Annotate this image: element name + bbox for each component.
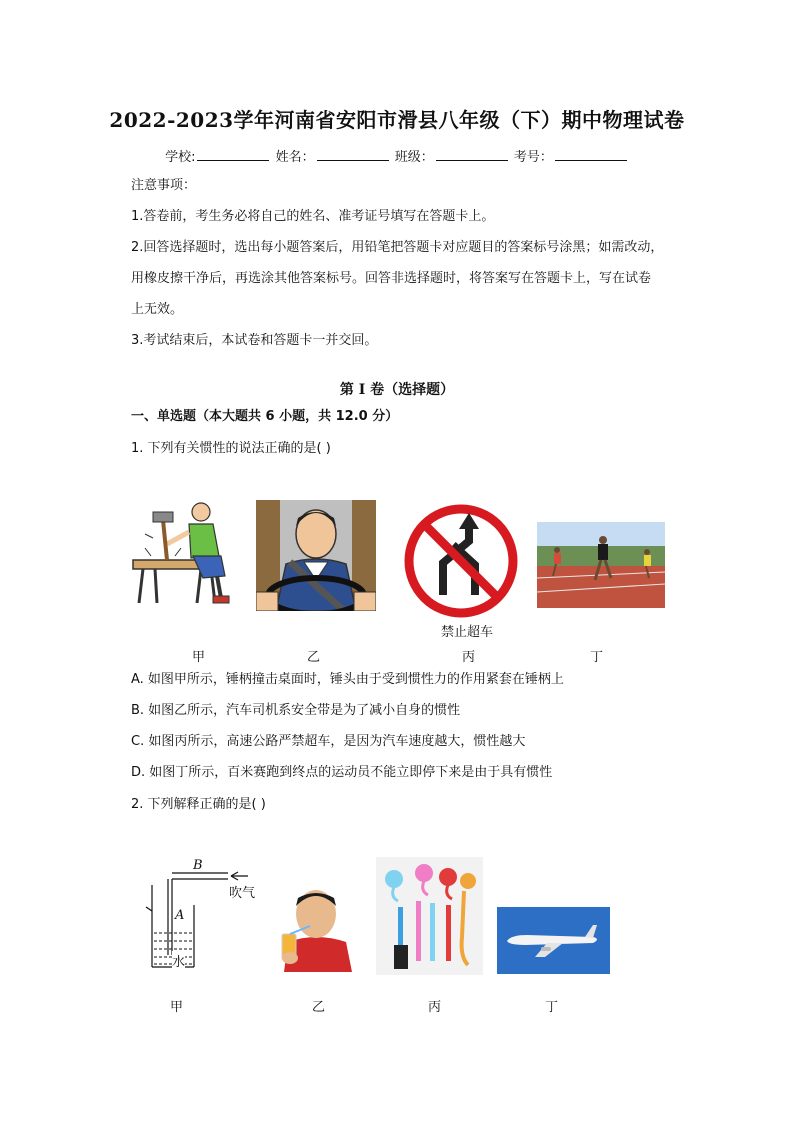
q2-caption-ding: 丁 bbox=[545, 1000, 559, 1015]
diagram-label-blow: 吹气 bbox=[229, 886, 256, 901]
school-blank bbox=[197, 148, 269, 161]
part-title: 一、单选题（本大题共 6 小题，共 12.0 分） bbox=[131, 409, 399, 424]
page-title: 2022-2023学年河南省安阳市滑县八年级（下）期中物理试卷 bbox=[109, 108, 685, 132]
q2-caption-jia: 甲 bbox=[170, 1000, 184, 1015]
note-line-1: 1.答卷前，考生务必将自己的姓名、准考证号填写在答题卡上。 bbox=[131, 209, 495, 224]
section-title: 第 I 卷（选择题） bbox=[339, 382, 455, 398]
q1-caption-jia: 甲 bbox=[192, 650, 206, 665]
note-line-2: 2.回答选择题时，选出每小题答案后，用铅笔把答题卡对应题目的答案标号涂黑；如需改动， bbox=[131, 240, 664, 255]
q1-caption-yi: 乙 bbox=[307, 650, 321, 665]
figure-airplane-photo bbox=[497, 907, 610, 974]
class-label: 班级： bbox=[394, 150, 434, 165]
figure-beaker-blowing-diagram bbox=[128, 855, 263, 975]
q1-option-b: B. 如图乙所示，汽车司机系安全带是为了减小自身的惯性 bbox=[131, 703, 461, 718]
q1-caption-ding: 丁 bbox=[590, 650, 604, 665]
note-line-4: 上无效。 bbox=[131, 302, 184, 317]
q1-option-a: A. 如图甲所示，锤柄撞击桌面时，锤头由于受到惯性力的作用紧套在锤柄上 bbox=[131, 672, 564, 687]
figure-boy-drinking-straw bbox=[276, 882, 354, 972]
q2-caption-yi: 乙 bbox=[312, 1000, 326, 1015]
diagram-label-a: A bbox=[175, 908, 185, 923]
figure-sprinters-photo bbox=[537, 522, 665, 608]
figure-hammer-bench bbox=[131, 498, 243, 610]
q1-option-d: D. 如图丁所示，百米赛跑到终点的运动员不能立即停下来是由于具有惯性 bbox=[131, 765, 553, 780]
number-label: 考号： bbox=[513, 150, 553, 165]
name-label: 姓名： bbox=[275, 150, 315, 165]
q1-option-c: C. 如图丙所示，高速公路严禁超车，是因为汽车速度越大，惯性越大 bbox=[131, 734, 526, 749]
diagram-label-b: B bbox=[193, 858, 203, 873]
q2-caption-bing: 丙 bbox=[428, 1000, 442, 1015]
question-1-stem: 1. 下列有关惯性的说法正确的是( ) bbox=[131, 441, 331, 456]
note-line-3: 用橡皮擦干净后，再选涂其他答案标号。回答非选择题时，将答案写在答题卡上，写在试卷 bbox=[131, 271, 652, 286]
name-blank bbox=[317, 148, 389, 161]
figure-no-overtaking-sign bbox=[403, 503, 519, 619]
note-line-5: 3.考试结束后，本试卷和答题卡一并交回。 bbox=[131, 333, 378, 348]
figure-suction-hooks-photo bbox=[376, 857, 483, 975]
diagram-label-water: 水 bbox=[172, 951, 185, 970]
school-label: 学校: bbox=[165, 150, 196, 165]
class-blank bbox=[436, 148, 508, 161]
question-2-stem: 2. 下列解释正确的是( ) bbox=[131, 797, 266, 812]
figure-driver-seatbelt bbox=[256, 500, 376, 611]
notes-heading: 注意事项： bbox=[131, 178, 197, 193]
q1-caption-bing: 丙 bbox=[462, 650, 476, 665]
number-blank bbox=[555, 148, 627, 161]
student-info-line bbox=[0, 146, 794, 165]
sign-label: 禁止超车 bbox=[441, 625, 494, 640]
